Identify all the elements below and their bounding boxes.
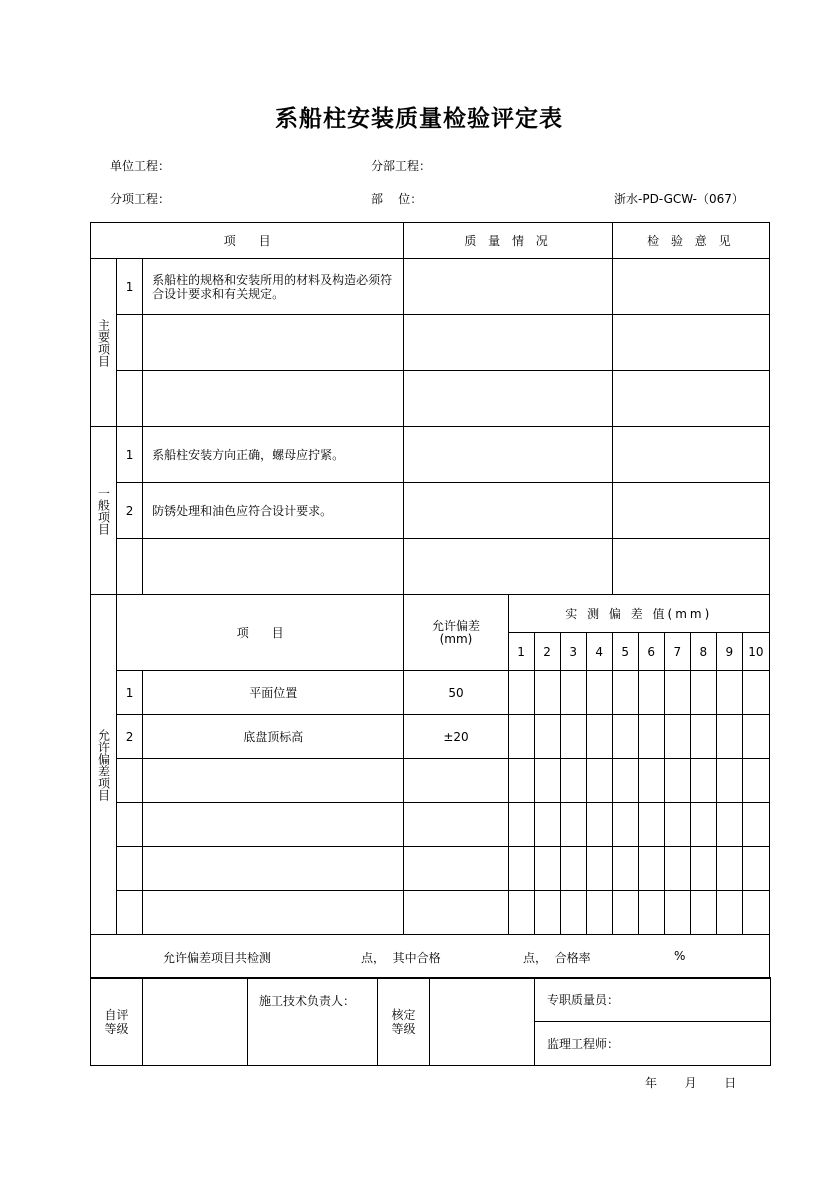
measure-cell[interactable] bbox=[742, 847, 769, 891]
table-header-row bbox=[91, 223, 770, 259]
measure-cell[interactable] bbox=[612, 759, 638, 803]
measure-cell[interactable] bbox=[586, 759, 612, 803]
measure-cell[interactable] bbox=[638, 891, 664, 935]
measure-cell[interactable] bbox=[534, 671, 560, 715]
opinion-cell[interactable] bbox=[612, 371, 769, 427]
opinion-cell[interactable] bbox=[612, 315, 769, 371]
summary-rate-label: 点， 合格率 bbox=[523, 950, 591, 965]
measure-cell[interactable] bbox=[664, 715, 690, 759]
summary-total-label: 允许偏差项目共检测 bbox=[163, 950, 272, 965]
self-eval-label: 自评等级 bbox=[104, 1007, 129, 1036]
measure-cell[interactable] bbox=[534, 715, 560, 759]
item-description: 防锈处理和油色应符合设计要求。 bbox=[143, 483, 404, 539]
tolerance-label-cell bbox=[91, 595, 117, 935]
date-line: 年 月 日 bbox=[645, 1076, 737, 1090]
row-number: 1 bbox=[117, 671, 143, 715]
form-code: 浙水-PD-GCW-（067） bbox=[614, 192, 744, 206]
measure-cell[interactable] bbox=[586, 803, 612, 847]
measure-cell[interactable] bbox=[534, 759, 560, 803]
measure-cell[interactable] bbox=[586, 847, 612, 891]
tech-lead-cell bbox=[248, 978, 378, 1066]
measure-cell[interactable] bbox=[638, 803, 664, 847]
measure-cell[interactable] bbox=[638, 759, 664, 803]
page-title: 系船柱安装质量检验评定表 bbox=[275, 106, 563, 132]
quality-officer-label: 专职质量员： bbox=[547, 993, 620, 1007]
location-label: 部 位： bbox=[371, 192, 423, 206]
opinion-cell[interactable] bbox=[612, 539, 769, 595]
measure-cell[interactable] bbox=[638, 847, 664, 891]
measure-cell[interactable] bbox=[664, 847, 690, 891]
tolerance-row bbox=[91, 671, 770, 715]
row-number: 2 bbox=[117, 715, 143, 759]
tolerance-row bbox=[91, 759, 770, 803]
allow-deviation-header bbox=[404, 595, 508, 671]
measure-cell[interactable] bbox=[534, 803, 560, 847]
item-description: 系船柱安装方向正确，螺母应拧紧。 bbox=[143, 427, 404, 483]
measure-col-7: 7 bbox=[664, 633, 690, 671]
tolerance-row bbox=[91, 803, 770, 847]
quality-cell[interactable] bbox=[404, 259, 612, 315]
measure-cell[interactable] bbox=[612, 847, 638, 891]
unit-project-label: 单位工程： bbox=[110, 159, 171, 173]
quality-cell[interactable] bbox=[404, 483, 612, 539]
tolerance-items-label: 允许偏差项目 bbox=[96, 728, 111, 801]
row-number bbox=[117, 371, 143, 427]
table-row bbox=[91, 259, 770, 315]
header-quality: 质 量 情 况 bbox=[404, 223, 612, 259]
summary-row bbox=[91, 935, 770, 979]
opinion-cell[interactable] bbox=[612, 427, 769, 483]
measured-deviation-header: 实 测 偏 差 值(mm) bbox=[508, 595, 769, 633]
measure-col-4: 4 bbox=[586, 633, 612, 671]
measure-cell[interactable] bbox=[742, 715, 769, 759]
measure-cell[interactable] bbox=[586, 715, 612, 759]
measure-cell[interactable] bbox=[742, 891, 769, 935]
measure-cell[interactable] bbox=[690, 891, 716, 935]
general-items-label: 一般项目 bbox=[96, 486, 111, 535]
verify-grade-label-cell bbox=[378, 978, 430, 1066]
measure-cell[interactable] bbox=[612, 891, 638, 935]
allow-value bbox=[404, 803, 508, 847]
measure-cell[interactable] bbox=[534, 847, 560, 891]
measure-cell[interactable] bbox=[716, 759, 742, 803]
allow-deviation-unit: (mm) bbox=[439, 631, 473, 646]
measure-col-10: 10 bbox=[742, 633, 769, 671]
measure-cell[interactable] bbox=[716, 891, 742, 935]
main-items-label: 主要项目 bbox=[96, 318, 111, 367]
summary-qualified-label: 点， 其中合格 bbox=[361, 950, 441, 965]
tech-lead-label: 施工技术负责人： bbox=[259, 994, 356, 1008]
measure-cell[interactable] bbox=[690, 759, 716, 803]
quality-cell[interactable] bbox=[404, 371, 612, 427]
opinion-cell[interactable] bbox=[612, 483, 769, 539]
measure-cell[interactable] bbox=[664, 891, 690, 935]
measure-cell[interactable] bbox=[534, 891, 560, 935]
supervisor-label: 监理工程师： bbox=[547, 1037, 620, 1051]
measure-cell[interactable] bbox=[560, 891, 586, 935]
measure-col-6: 6 bbox=[638, 633, 664, 671]
measure-col-8: 8 bbox=[690, 633, 716, 671]
signature-table bbox=[90, 977, 771, 1066]
item-description bbox=[143, 539, 404, 595]
row-number: 2 bbox=[117, 483, 143, 539]
evaluation-table bbox=[90, 222, 770, 979]
row-number bbox=[117, 891, 143, 935]
measure-cell[interactable] bbox=[560, 847, 586, 891]
measure-cell[interactable] bbox=[742, 759, 769, 803]
measure-cell[interactable] bbox=[560, 715, 586, 759]
tolerance-item-name bbox=[143, 759, 404, 803]
measure-cell[interactable] bbox=[560, 759, 586, 803]
measure-cell[interactable] bbox=[690, 803, 716, 847]
table-row bbox=[91, 427, 770, 483]
measure-cell[interactable] bbox=[690, 715, 716, 759]
measure-cell[interactable] bbox=[664, 759, 690, 803]
measure-cell[interactable] bbox=[612, 671, 638, 715]
verify-grade-cell[interactable] bbox=[430, 978, 535, 1066]
measure-cell[interactable] bbox=[560, 671, 586, 715]
row-number bbox=[117, 315, 143, 371]
row-number bbox=[117, 539, 143, 595]
tolerance-header-row bbox=[91, 595, 770, 633]
division-project-label: 分部工程： bbox=[371, 159, 432, 173]
self-eval-label-cell bbox=[91, 978, 143, 1066]
measure-cell[interactable] bbox=[664, 671, 690, 715]
quality-cell[interactable] bbox=[404, 427, 612, 483]
measure-col-1: 1 bbox=[508, 633, 534, 671]
measure-col-3: 3 bbox=[560, 633, 586, 671]
tolerance-item-name bbox=[143, 847, 404, 891]
row-number bbox=[117, 847, 143, 891]
table-row bbox=[91, 483, 770, 539]
tolerance-row bbox=[91, 715, 770, 759]
measure-cell[interactable] bbox=[586, 671, 612, 715]
measure-col-2: 2 bbox=[534, 633, 560, 671]
measure-cell[interactable] bbox=[690, 671, 716, 715]
row-number bbox=[117, 759, 143, 803]
measure-cell[interactable] bbox=[508, 891, 534, 935]
measure-cell[interactable] bbox=[612, 803, 638, 847]
measure-cell[interactable] bbox=[742, 671, 769, 715]
self-eval-grade-cell[interactable] bbox=[143, 978, 248, 1066]
main-items-label-cell bbox=[91, 259, 117, 427]
tolerance-item-name: 平面位置 bbox=[143, 671, 404, 715]
tolerance-item-name bbox=[143, 891, 404, 935]
row-number bbox=[117, 803, 143, 847]
measure-cell[interactable] bbox=[560, 803, 586, 847]
measure-cell[interactable] bbox=[742, 803, 769, 847]
tolerance-item-name: 底盘顶标高 bbox=[143, 715, 404, 759]
tolerance-item-name bbox=[143, 803, 404, 847]
measure-cell[interactable] bbox=[690, 847, 716, 891]
allow-value bbox=[404, 891, 508, 935]
measure-cell[interactable] bbox=[716, 671, 742, 715]
header-opinion: 检 验 意 见 bbox=[612, 223, 769, 259]
allow-deviation-title: 允许偏差 bbox=[431, 618, 480, 633]
allow-value bbox=[404, 759, 508, 803]
opinion-cell[interactable] bbox=[612, 259, 769, 315]
row-number: 1 bbox=[117, 259, 143, 315]
subitem-project-label: 分项工程： bbox=[110, 192, 171, 206]
table-row bbox=[91, 371, 770, 427]
measure-col-9: 9 bbox=[716, 633, 742, 671]
item-description bbox=[143, 315, 404, 371]
summary-percent: % bbox=[674, 948, 686, 963]
measure-cell[interactable] bbox=[664, 803, 690, 847]
measure-cell[interactable] bbox=[586, 891, 612, 935]
measure-cell[interactable] bbox=[716, 803, 742, 847]
item-description bbox=[143, 371, 404, 427]
measure-cell[interactable] bbox=[508, 847, 534, 891]
measure-cell[interactable] bbox=[716, 847, 742, 891]
measure-cell[interactable] bbox=[638, 671, 664, 715]
table-row bbox=[91, 315, 770, 371]
allow-value: 50 bbox=[404, 671, 508, 715]
measure-cell[interactable] bbox=[508, 715, 534, 759]
general-items-label-cell bbox=[91, 427, 117, 595]
tolerance-item-header: 项 目 bbox=[117, 595, 404, 671]
row-number: 1 bbox=[117, 427, 143, 483]
allow-value bbox=[404, 847, 508, 891]
signature-row bbox=[91, 978, 771, 1022]
verify-grade-label: 核定等级 bbox=[391, 1007, 416, 1036]
quality-cell[interactable] bbox=[404, 315, 612, 371]
measure-cell[interactable] bbox=[508, 671, 534, 715]
measure-col-5: 5 bbox=[612, 633, 638, 671]
table-row bbox=[91, 539, 770, 595]
measure-cell[interactable] bbox=[612, 715, 638, 759]
header-item: 项 目 bbox=[91, 223, 404, 259]
quality-cell[interactable] bbox=[404, 539, 612, 595]
tolerance-row bbox=[91, 891, 770, 935]
measure-cell[interactable] bbox=[508, 759, 534, 803]
tolerance-row bbox=[91, 847, 770, 891]
summary-cell bbox=[91, 935, 770, 979]
item-description: 系船柱的规格和安装所用的材料及构造必须符合设计要求和有关规定。 bbox=[143, 259, 404, 315]
measure-cell[interactable] bbox=[508, 803, 534, 847]
allow-value: ±20 bbox=[404, 715, 508, 759]
supervisor-cell bbox=[535, 1022, 771, 1066]
measure-cell[interactable] bbox=[638, 715, 664, 759]
quality-officer-cell bbox=[535, 978, 771, 1022]
measure-cell[interactable] bbox=[716, 715, 742, 759]
